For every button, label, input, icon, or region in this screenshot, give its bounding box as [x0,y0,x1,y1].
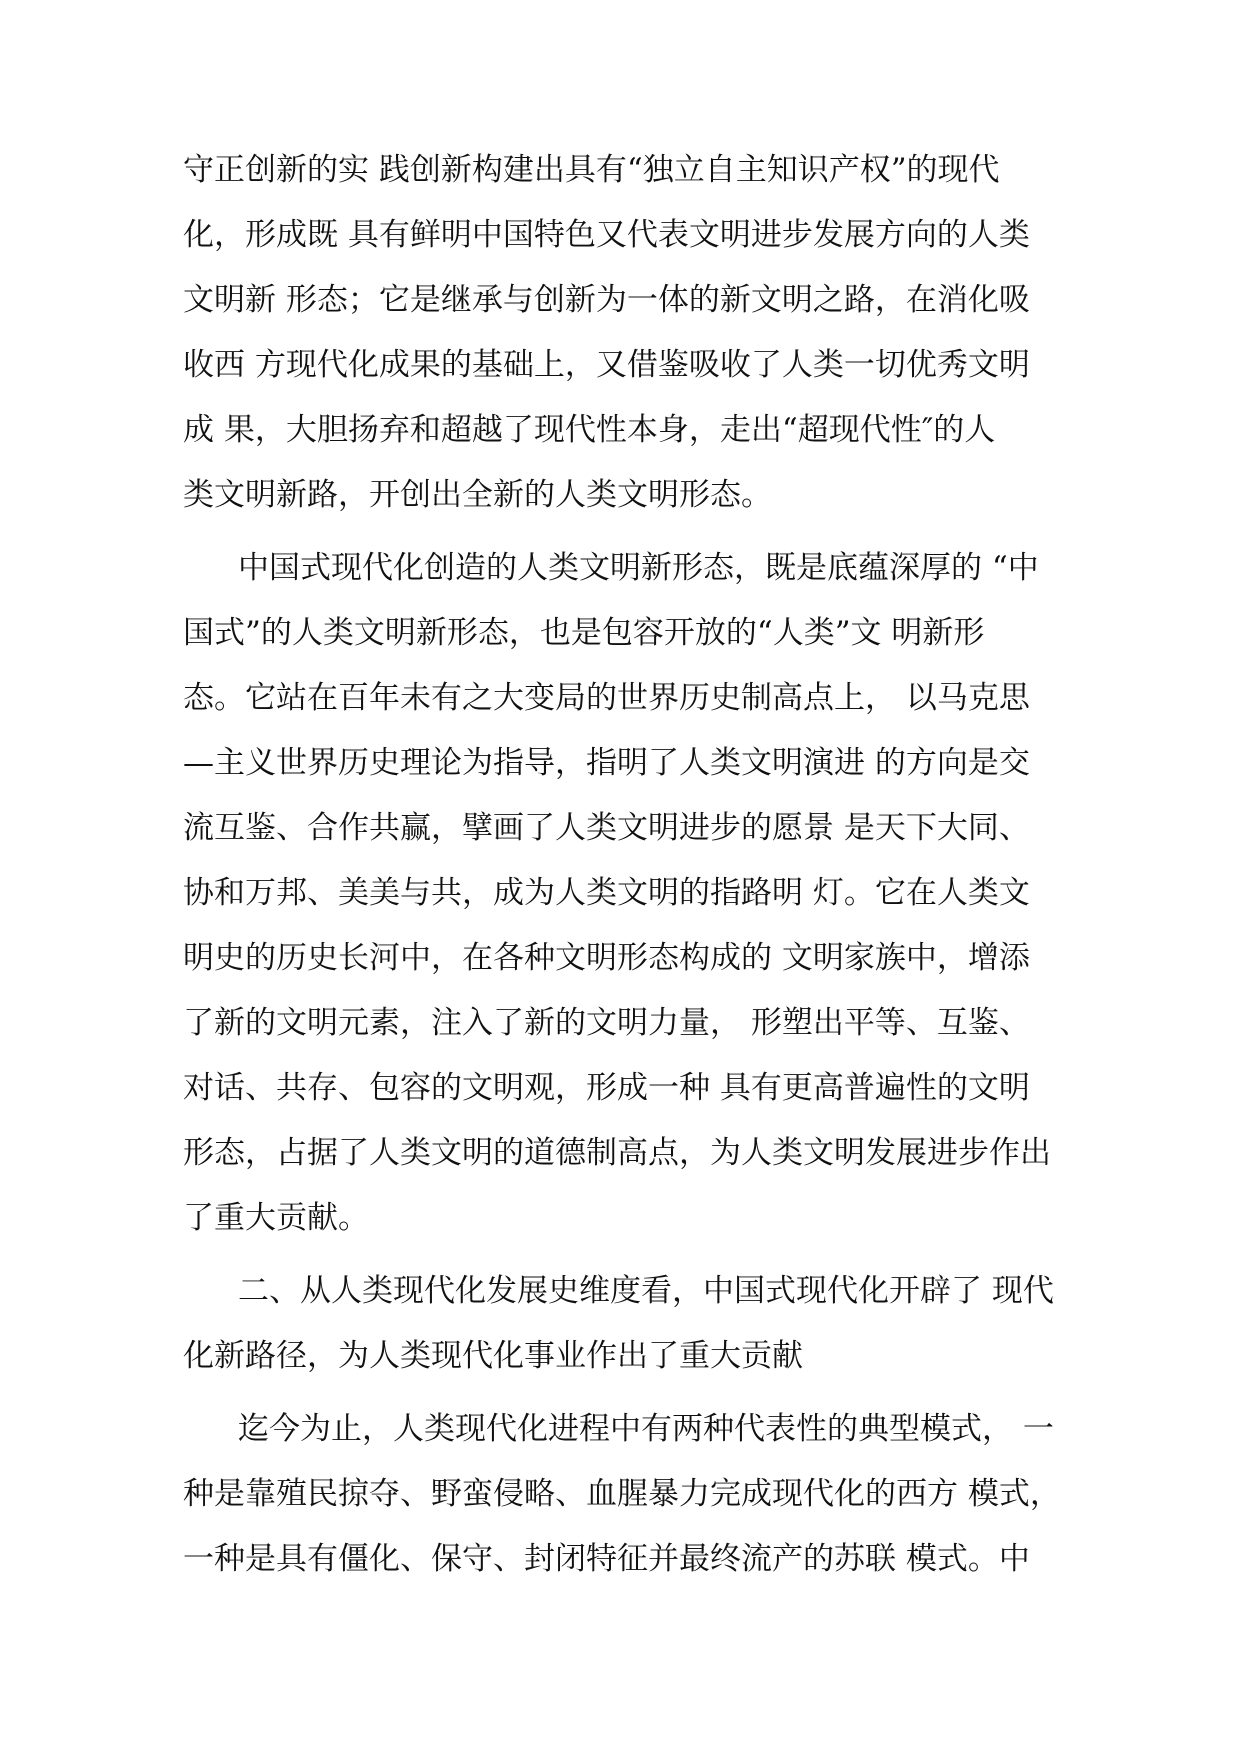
paragraph-first-line: 迄今为止，人类现代化进程中有两种代表性的典型模式， 一 [238,1411,1054,1447]
text-line: 国式”的人类文明新形态，也是包容开放的“人类”文 明新形 [183,615,985,651]
section-heading-line: 化新路径，为人类现代化事业作出了重大贡献 [183,1338,803,1374]
text-line: 种是靠殖民掠夺、野蛮侵略、血腥暴力完成现代化的西方 模式， [183,1476,1061,1512]
text-line: 流互鉴、合作共赢，擘画了人类文明进步的愿景 是天下大同、 [183,810,1030,846]
text-line: 文明新 形态；它是继承与创新为一体的新文明之路，在消化吸 [183,282,1030,318]
body-text [183,138,1073,1592]
paragraph-first-line: 中国式现代化创造的人类文明新形态，既是底蕴深厚的 “中 [238,550,1039,586]
text-line: 一种是具有僵化、保守、封闭特征并最终流产的苏联 模式。中 [183,1541,1030,1577]
text-line: 形态，占据了人类文明的道德制高点，为人类文明发展进步作出 [183,1135,1051,1171]
text-line: 收西 方现代化成果的基础上，又借鉴吸收了人类一切优秀文明 [183,347,1030,383]
text-line: 对话、共存、包容的文明观，形成一种 具有更高普遍性的文明 [183,1070,1030,1106]
text-line: 了重大贡献。 [183,1200,369,1236]
text-line: —主义世界历史理论为指导，指明了人类文明演进 的方向是交 [183,745,1030,781]
text-line: 了新的文明元素，注入了新的文明力量， 形塑出平等、互鉴、 [183,1005,1030,1041]
text-line: 守正创新的实 践创新构建出具有“独立自主知识产权”的现代 [183,152,1000,188]
text-line: 类文明新路，开创出全新的人类文明形态。 [183,477,772,513]
text-line: 成 果，大胆扬弃和超越了现代性本身，走出“超现代性″的人 [183,412,996,448]
text-line: 态。它站在百年未有之大变局的世界历史制高点上， 以马克思 [183,680,1030,716]
text-line: 化，形成既 具有鲜明中国特色又代表文明进步发展方向的人类 [183,217,1030,253]
section-heading-line: 二、从人类现代化发展史维度看，中国式现代化开辟了 现代 [238,1273,1054,1309]
text-line: 协和万邦、美美与共，成为人类文明的指路明 灯。它在人类文 [183,875,1030,911]
text-line: 明史的历史长河中，在各种文明形态构成的 文明家族中，增添 [183,940,1030,976]
